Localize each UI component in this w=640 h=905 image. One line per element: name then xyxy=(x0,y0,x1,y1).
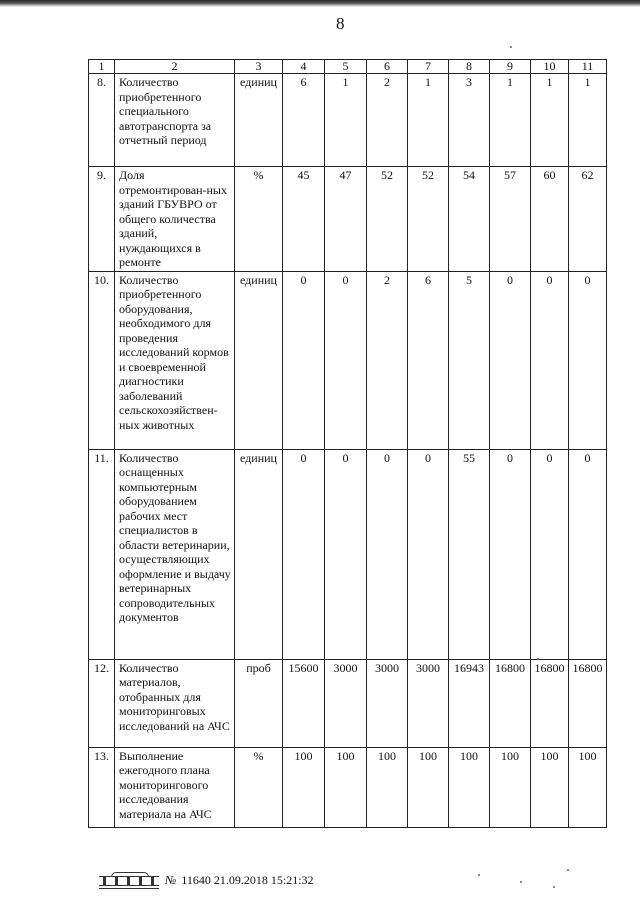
value-cell: 3000 xyxy=(367,659,408,747)
indicator-name: Доля отремонтирован-ных зданий ГБУВРО от общего количества зданий, нуждающихся в ремонте xyxy=(115,167,235,272)
value-cell: 0 xyxy=(325,271,367,449)
value-cell: 15600 xyxy=(283,659,325,747)
row-number: 13. xyxy=(89,747,115,827)
value-cell: 100 xyxy=(569,747,607,827)
indicator-name: Количество приобретенного оборудования, необходимого для проведения исследований кормов и своевременной диагностики заболеваний сельскохозяйствен-ных животных xyxy=(115,271,235,449)
number-sign: № xyxy=(165,872,177,887)
header-row xyxy=(89,60,607,74)
indicator-name: Количество приобретенного специального автотранспорта за отчетный период xyxy=(115,74,235,167)
table-row xyxy=(89,271,607,449)
indicators-table xyxy=(88,59,607,828)
value-cell: 16800 xyxy=(490,659,531,747)
indicator-name: Количество материалов, отобранных для мониторинговых исследований на АЧС xyxy=(115,659,235,747)
indicator-name: Выполнение ежегодного плана мониторингового исследования материала на АЧС xyxy=(115,747,235,827)
scan-edge xyxy=(0,0,640,7)
unit-cell: единиц xyxy=(235,271,283,449)
value-cell: 100 xyxy=(367,747,408,827)
scan-speck xyxy=(537,658,539,660)
header-cell: 11 xyxy=(569,60,607,74)
value-cell: 100 xyxy=(283,747,325,827)
scan-speck xyxy=(510,46,512,48)
value-cell: 100 xyxy=(531,747,569,827)
value-cell: 100 xyxy=(449,747,490,827)
header-cell: 2 xyxy=(115,60,235,74)
scan-speck xyxy=(553,886,555,888)
value-cell: 0 xyxy=(408,449,449,659)
indicator-name: Количество оснащенных компьютерным оборудованием рабочих мест специалистов в области ветеринарии, осуществляющих оформление и выдачу ветеринарных сопроводительных документов xyxy=(115,449,235,659)
value-cell: 55 xyxy=(449,449,490,659)
value-cell: 52 xyxy=(408,167,449,272)
value-cell: 52 xyxy=(367,167,408,272)
unit-cell: % xyxy=(235,167,283,272)
registration-footer xyxy=(99,871,314,889)
row-number: 8. xyxy=(89,74,115,167)
table-row xyxy=(89,747,607,827)
value-cell: 0 xyxy=(367,449,408,659)
value-cell: 60 xyxy=(531,167,569,272)
unit-cell: проб xyxy=(235,659,283,747)
row-number: 10. xyxy=(89,271,115,449)
unit-cell: % xyxy=(235,747,283,827)
row-number: 9. xyxy=(89,167,115,272)
row-number: 12. xyxy=(89,659,115,747)
header-cell: 5 xyxy=(325,60,367,74)
value-cell: 2 xyxy=(367,271,408,449)
value-cell: 16800 xyxy=(531,659,569,747)
page-number: 8 xyxy=(336,14,345,33)
value-cell: 0 xyxy=(569,271,607,449)
value-cell: 0 xyxy=(283,271,325,449)
unit-cell: единиц xyxy=(235,449,283,659)
header-cell: 7 xyxy=(408,60,449,74)
value-cell: 47 xyxy=(325,167,367,272)
value-cell: 0 xyxy=(531,271,569,449)
registration-stamp xyxy=(165,873,314,888)
value-cell: 5 xyxy=(449,271,490,449)
value-cell: 16800 xyxy=(569,659,607,747)
header-cell: 9 xyxy=(490,60,531,74)
header-cell: 3 xyxy=(235,60,283,74)
value-cell: 100 xyxy=(325,747,367,827)
value-cell: 2 xyxy=(367,74,408,167)
header-cell: 6 xyxy=(367,60,408,74)
unit-cell: единиц xyxy=(235,74,283,167)
table-row xyxy=(89,167,607,272)
table-row xyxy=(89,659,607,747)
value-cell: 0 xyxy=(569,449,607,659)
value-cell: 16943 xyxy=(449,659,490,747)
table-row xyxy=(89,449,607,659)
value-cell: 54 xyxy=(449,167,490,272)
registration-number: 11640 21.09.2018 15:21:32 xyxy=(181,872,314,887)
row-number: 11. xyxy=(89,449,115,659)
value-cell: 57 xyxy=(490,167,531,272)
scan-speck xyxy=(520,881,522,883)
value-cell: 6 xyxy=(283,74,325,167)
header-cell: 1 xyxy=(89,60,115,74)
value-cell: 100 xyxy=(490,747,531,827)
value-cell: 0 xyxy=(325,449,367,659)
value-cell: 3000 xyxy=(408,659,449,747)
scan-speck xyxy=(478,874,480,876)
value-cell: 3000 xyxy=(325,659,367,747)
value-cell: 0 xyxy=(531,449,569,659)
stamp-logo-icon xyxy=(99,872,159,889)
value-cell: 45 xyxy=(283,167,325,272)
value-cell: 1 xyxy=(325,74,367,167)
value-cell: 62 xyxy=(569,167,607,272)
value-cell: 0 xyxy=(283,449,325,659)
value-cell: 1 xyxy=(531,74,569,167)
scan-speck xyxy=(567,869,569,871)
value-cell: 1 xyxy=(408,74,449,167)
value-cell: 0 xyxy=(490,449,531,659)
value-cell: 0 xyxy=(490,271,531,449)
value-cell: 6 xyxy=(408,271,449,449)
header-cell: 8 xyxy=(449,60,490,74)
value-cell: 1 xyxy=(569,74,607,167)
header-cell: 10 xyxy=(531,60,569,74)
value-cell: 1 xyxy=(490,74,531,167)
value-cell: 3 xyxy=(449,74,490,167)
table-row xyxy=(89,74,607,167)
value-cell: 100 xyxy=(408,747,449,827)
header-cell: 4 xyxy=(283,60,325,74)
